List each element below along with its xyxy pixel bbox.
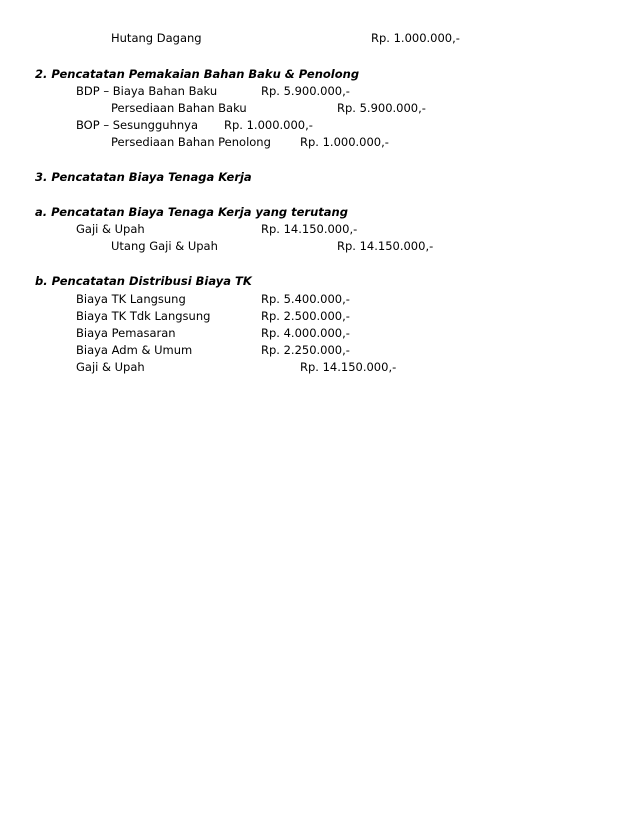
entry-debit-label: BDP – Biaya Bahan Baku (76, 84, 218, 98)
entry-debit-amount: Rp. 1.000.000,- (224, 118, 313, 132)
entry-credit-label: Gaji & Upah (76, 360, 145, 374)
entry-debit-amount: Rp. 2.500.000,- (261, 309, 350, 323)
subsection-heading: a. Pencatatan Biaya Tenaga Kerja yang terutang (35, 205, 348, 219)
entry-debit-label: Biaya TK Langsung (76, 292, 186, 306)
entry-credit-label: Utang Gaji & Upah (111, 239, 218, 253)
entry-debit-amount: Rp. 4.000.000,- (261, 326, 350, 340)
entry-debit-label: BOP – Sesungguhnya (76, 118, 198, 132)
entry-credit-amount: Rp. 14.150.000,- (300, 360, 397, 374)
entry-debit-label: Biaya Adm & Umum (76, 343, 193, 357)
entry-debit-label: Biaya Pemasaran (76, 326, 176, 340)
entry-debit-label: Gaji & Upah (76, 222, 145, 236)
entry-credit-amount: Rp. 1.000.000,- (300, 135, 389, 149)
section-heading: 3. Pencatatan Biaya Tenaga Kerja (35, 170, 252, 184)
entry-credit-amount: Rp. 1.000.000,- (371, 31, 460, 45)
entry-credit-label: Persediaan Bahan Baku (111, 101, 247, 115)
entry-debit-amount: Rp. 2.250.000,- (261, 343, 350, 357)
entry-debit-amount: Rp. 5.400.000,- (261, 292, 350, 306)
section-heading: 2. Pencatatan Pemakaian Bahan Baku & Penolong (35, 67, 360, 81)
entry-debit-amount: Rp. 14.150.000,- (261, 222, 358, 236)
entry-credit-amount: Rp. 14.150.000,- (337, 239, 434, 253)
entry-credit-amount: Rp. 5.900.000,- (337, 101, 426, 115)
subsection-heading: b. Pencatatan Distribusi Biaya TK (35, 274, 252, 288)
entry-credit-label: Hutang Dagang (111, 31, 202, 45)
entry-debit-label: Biaya TK Tdk Langsung (76, 309, 211, 323)
entry-debit-amount: Rp. 5.900.000,- (261, 84, 350, 98)
entry-credit-label: Persediaan Bahan Penolong (111, 135, 271, 149)
